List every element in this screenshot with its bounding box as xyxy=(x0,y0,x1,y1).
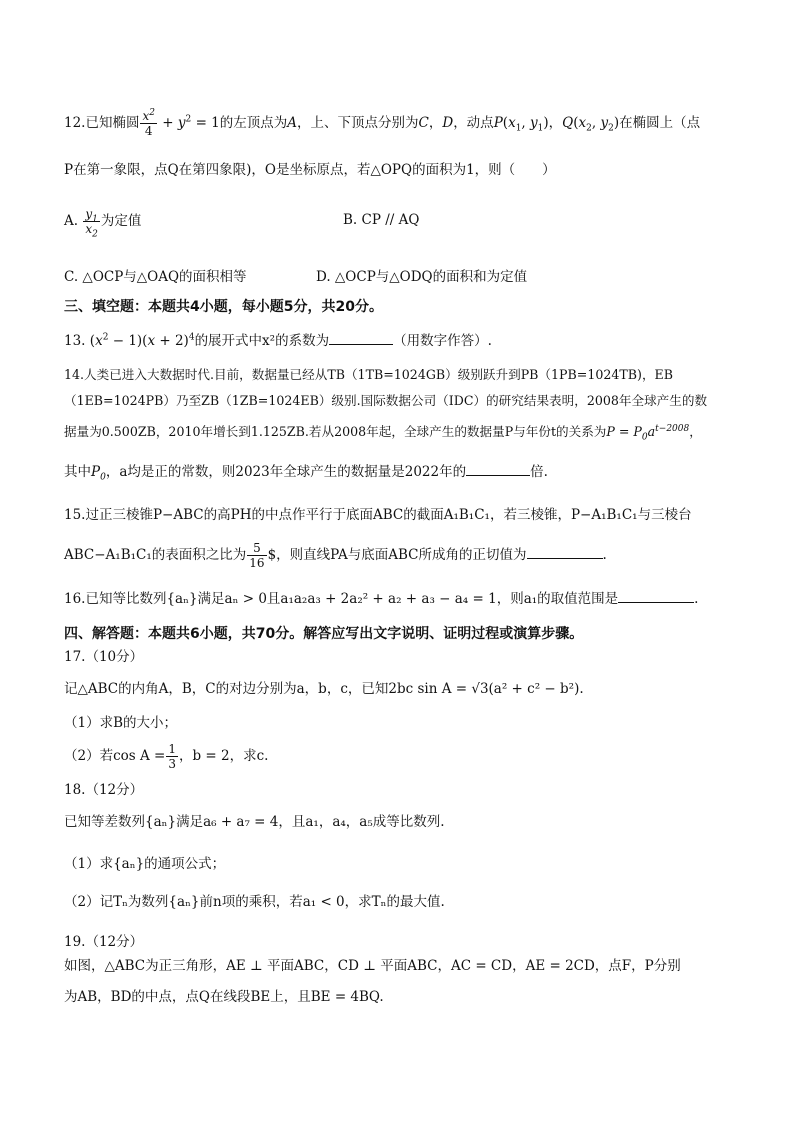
q15-line1: 15.过正三棱锥P−ABC的高PH的中点作平行于底面ABC的截面A₁B₁C₁，若三棱锥，P−A₁B₁C₁与三棱台 xyxy=(64,507,692,523)
section-3-heading: 三、填空题：本题共4小题，每小题5分，共20分。 xyxy=(64,299,383,315)
q13-answer-blank xyxy=(329,332,393,345)
q13-suffix: （用数字作答）. xyxy=(393,333,492,349)
q17-fraction: $\frac{1}{3}$ xyxy=(168,742,176,771)
q16-suffix: . xyxy=(694,591,699,607)
q15-answer-blank xyxy=(527,546,603,559)
q16-text: 16.已知等比数列{aₙ}满足aₙ > 0且a₁a₂a₃ + 2a₂² + a₂ + a₃ − a₄ = 1，则a₁的取值范围是 xyxy=(64,591,619,607)
option-a-text: 为定值 xyxy=(100,213,142,229)
q18-part2: （2）记Tₙ为数列{aₙ}前n项的乘积，若a₁ < 0，求Tₙ的最大值. xyxy=(64,894,445,910)
q17-part1: （1）求B的大小； xyxy=(64,715,178,731)
option-a-fraction: $\frac{y_1}{x_2}$ xyxy=(85,207,98,240)
q15-line2-end: . xyxy=(602,547,607,563)
q16-line xyxy=(64,590,698,608)
points-cd: C xyxy=(418,115,429,131)
q17-part2-end: ，b = 2，求c. xyxy=(179,748,269,764)
point-q: Q xyxy=(562,115,574,131)
q17-part2 xyxy=(64,742,268,771)
q19-line1: 如图，△ABC为正三角形，AE ⊥ 平面ABC，CD ⊥ 平面ABC，AC = CD，AE = 2CD，点F，P分别 xyxy=(64,958,681,974)
q17-header: 17.（10分） xyxy=(64,649,144,665)
q14-answer-blank xyxy=(466,463,530,476)
q14-line4-start: 其中 xyxy=(64,464,91,480)
q12-moving-text: ，动点 xyxy=(453,115,494,131)
q12-line1: 12.已知椭圆 $\frac{x^2}{4}$ + $y^2 = 1$的左顶点为A，上、下顶点分别为C，D，动点$P(x_1$, $y_1$)，$Q(x_2$, $y_2$)在椭圆上（点 xyxy=(64,108,701,138)
q13-number: 13. xyxy=(64,333,86,349)
q19-line2: 为AB，BD的中点，点Q在线段BE上，且BE = 4BQ. xyxy=(64,989,384,1005)
q12-option-b: B. CP // AQ xyxy=(343,212,420,228)
section-4-heading: 四、解答题：本题共6小题，共70分。解答应写出文字说明、证明过程或演算步骤。 xyxy=(64,626,584,642)
q14-line3: 据量为0.500ZB，2010年增长到1.125ZB.若从2008年起，全球产生的数据量P与年份t的关系为$P = P_0a^{t-2008}$， xyxy=(64,423,702,443)
q12-option-a xyxy=(64,207,142,240)
ellipse-fraction: $\frac{x^2}{4}$ xyxy=(142,108,155,138)
q15-line2 xyxy=(64,541,607,570)
q13-text: 的展开式中x²的系数为 xyxy=(194,333,330,349)
q13-line xyxy=(64,332,492,350)
q12-option-d: D. △OCP与△ODQ的面积和为定值 xyxy=(316,269,528,285)
q18-part1: （1）求{aₙ}的通项公式； xyxy=(64,856,226,872)
option-a-label: A. xyxy=(64,213,79,229)
q12-vertices-text: ，上、下顶点分别为 xyxy=(297,115,419,131)
q15-line2-start: ABC−A₁B₁C₁的表面积之比为 xyxy=(64,547,247,563)
q12-on-ellipse-text: 在椭圆上（点 xyxy=(619,115,701,131)
q12-option-c: C. △OCP与△OAQ的面积相等 xyxy=(64,269,247,285)
q14-line2: （1EB=1024PB）乃至ZB（1ZB=1024EB）级别.国际数据公司（IDC）的研究结果表明，2008年全球产生的数 xyxy=(64,393,708,408)
q19-header: 19.（12分） xyxy=(64,934,144,950)
q14-line4 xyxy=(64,463,548,481)
q14-p0: $P_0$ xyxy=(91,464,106,483)
q13-expression: $(x^2 - 1)(x + 2)^4$ xyxy=(89,332,195,349)
q14-line4-end: 倍. xyxy=(530,464,548,480)
point-p: P xyxy=(493,115,503,131)
q12-left-vertex-text: 的左顶点为 xyxy=(219,115,288,131)
q18-line1: 已知等差数列{aₙ}满足a₆ + a₇ = 4，且a₁，a₄，a₅成等比数列. xyxy=(64,814,445,830)
ellipse-rest: + $y^2 = 1$ xyxy=(158,114,220,131)
q15-fraction: $\frac{5}{16}$ xyxy=(249,541,265,570)
q16-answer-blank xyxy=(618,590,694,603)
q18-header: 18.（12分） xyxy=(64,782,144,798)
q12-line2: P在第一象限，点Q在第四象限)，O是坐标原点，若△OPQ的面积为1，则（ ） xyxy=(64,162,556,178)
q12-stem-start: 12.已知椭圆 xyxy=(64,115,140,131)
q14-line3-text: 据量为0.500ZB，2010年增长到1.125ZB.若从2008年起，全球产生的数据量P与年份t的关系为 xyxy=(64,424,607,439)
q15-line2-mid: $，则直线PA与底面ABC所成角的正切值为 xyxy=(267,547,527,563)
q17-part2-start: （2）若cos A = xyxy=(64,748,166,764)
q14-line1: 14.人类已进入大数据时代.目前，数据量已经从TB（1TB=1024GB）级别跃升到PB（1PB=1024TB)，EB xyxy=(64,367,673,382)
q14-formula: $P = P_0a^{t-2008}$ xyxy=(606,423,690,443)
q14-line4-mid: ，a均是正的常数，则2023年全球产生的数据量是2022年的 xyxy=(105,464,467,480)
q17-line1: 记△ABC的内角A，B，C的对边分别为a，b，c，已知2bc sin A = √3(a² + c² − b²). xyxy=(64,681,584,697)
point-a: A xyxy=(287,115,298,131)
